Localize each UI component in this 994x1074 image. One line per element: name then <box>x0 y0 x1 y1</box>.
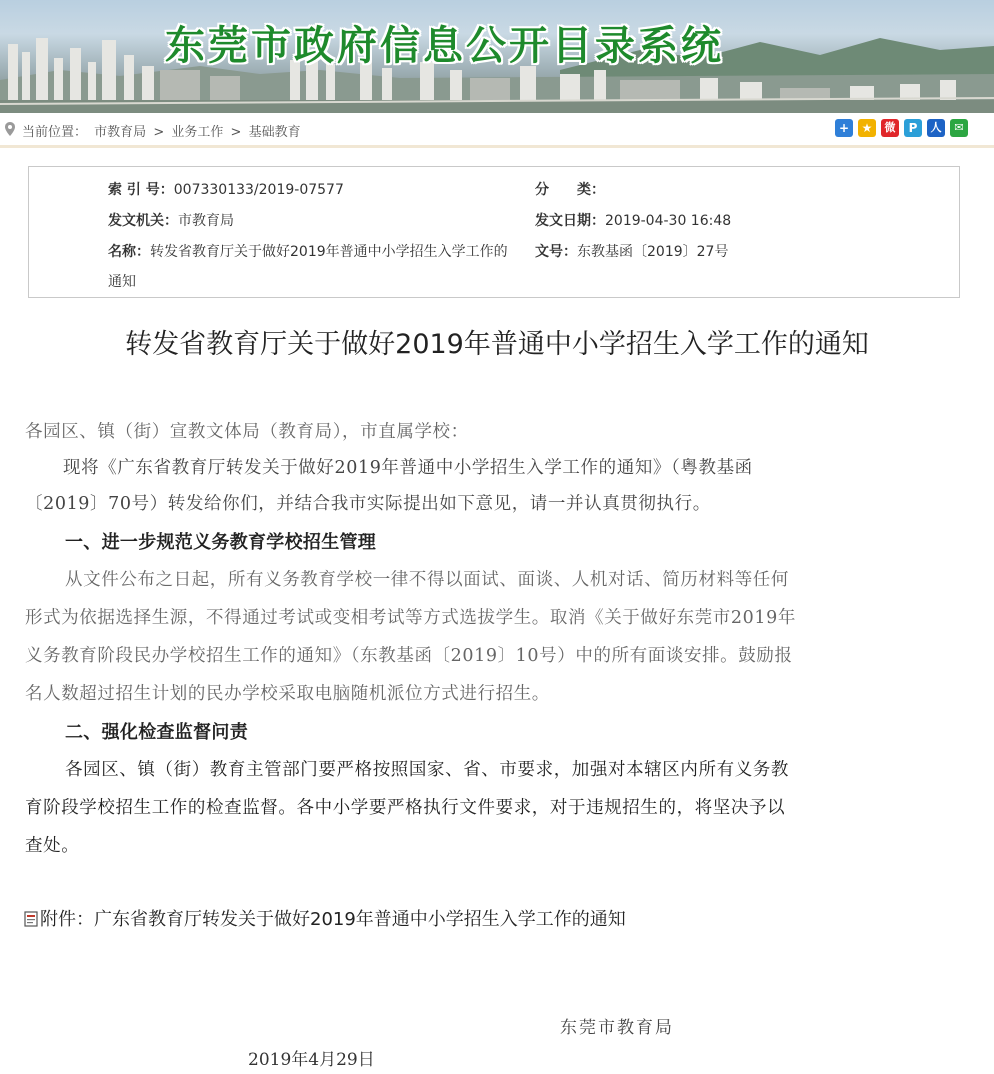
breadcrumb-link-bureau[interactable]: 市教育局 <box>94 125 147 140</box>
attachment-link[interactable] <box>24 905 626 931</box>
breadcrumb-link-basic-education[interactable]: 基础教育 <box>248 125 301 140</box>
site-title: 东莞市政府信息公开目录系统 <box>165 23 724 69</box>
intro-line-2: 〔2019〕70号）转发给你们，并结合我市实际提出如下意见，请一并认真贯彻执行。 <box>25 494 711 514</box>
pdf-file-icon <box>24 911 38 927</box>
section-1-line-2: 形式为依据选择生源，不得通过考试或变相考试等方式选拔学生。取消《关于做好东莞市2019年 <box>25 608 796 628</box>
breadcrumb-link-business[interactable]: 业务工作 <box>171 125 224 140</box>
meta-category <box>535 179 605 199</box>
document-meta-box <box>28 166 960 298</box>
share-weibo-icon[interactable]: 微 <box>881 119 899 137</box>
share-tencent-icon[interactable]: P <box>904 119 922 137</box>
share-qzone-icon[interactable]: ★ <box>858 119 876 137</box>
location-pin-icon <box>5 122 15 136</box>
meta-issuer-label: 发文机关： <box>108 213 178 229</box>
meta-docno-value: 东教基函〔2019〕27号 <box>577 244 729 260</box>
meta-issuer <box>108 210 234 230</box>
meta-date-label: 发文日期： <box>535 213 605 229</box>
breadcrumb <box>22 121 304 140</box>
meta-issuer-value: 市教育局 <box>178 213 234 229</box>
meta-index-label: 索 引 号： <box>108 182 174 198</box>
section-1-line-1: 从文件公布之日起，所有义务教育学校一律不得以面试、面谈、人机对话、简历材料等任何 <box>65 570 789 590</box>
intro-line-1: 现将《广东省教育厅转发关于做好2019年普通中小学招生入学工作的通知》（粤教基函 <box>63 458 753 478</box>
attachment-title[interactable]: 广东省教育厅转发关于做好2019年普通中小学招生入学工作的通知 <box>94 909 626 930</box>
share-add-icon[interactable]: + <box>835 119 853 137</box>
meta-docno-label: 文号： <box>535 244 577 260</box>
breadcrumb-separator: > <box>153 125 165 140</box>
meta-date <box>535 210 731 230</box>
meta-name-cont: 通知 <box>108 274 136 290</box>
section-2-heading: 二、强化检查监督问责 <box>65 722 248 743</box>
meta-category-label: 分 类： <box>535 182 605 198</box>
section-1-heading: 一、进一步规范义务教育学校招生管理 <box>65 532 377 553</box>
meta-index-value: 007330133/2019-07577 <box>173 182 344 198</box>
share-toolbar <box>835 119 968 137</box>
section-2-line-2: 育阶段学校招生工作的检查监督。各中小学要严格执行文件要求，对于违规招生的，将坚决予以 <box>25 798 786 818</box>
section-2-line-1: 各园区、镇（街）教育主管部门要严格按照国家、省、市要求，加强对本辖区内所有义务教 <box>65 760 789 780</box>
attachment-label: 附件： <box>40 909 94 930</box>
breadcrumb-bar <box>0 113 994 148</box>
meta-name-label: 名称： <box>108 244 150 260</box>
signature-date: 2019年4月29日 <box>248 1050 375 1070</box>
share-wechat-icon[interactable]: ✉ <box>950 119 968 137</box>
section-2-line-3: 查处。 <box>25 836 80 856</box>
document-title: 转发省教育厅关于做好2019年普通中小学招生入学工作的通知 <box>125 329 869 360</box>
section-1-line-4: 名人数超过招生计划的民办学校采取电脑随机派位方式进行招生。 <box>25 684 550 704</box>
breadcrumb-prefix: 当前位置： <box>22 125 88 140</box>
meta-name-value: 转发省教育厅关于做好2019年普通中小学招生入学工作的 <box>150 244 508 260</box>
salutation: 各园区、镇（街）宣教文体局（教育局），市直属学校： <box>25 422 469 442</box>
meta-name <box>108 241 508 261</box>
share-renren-icon[interactable]: 人 <box>927 119 945 137</box>
meta-date-value: 2019-04-30 16:48 <box>605 213 732 229</box>
breadcrumb-separator: > <box>230 125 242 140</box>
meta-docno <box>535 241 728 261</box>
site-banner <box>0 0 994 113</box>
signature-issuer: 东莞市教育局 <box>560 1018 674 1038</box>
meta-index <box>108 179 344 199</box>
section-1-line-3: 义务教育阶段民办学校招生工作的通知》（东教基函〔2019〕10号）中的所有面谈安排。鼓励报 <box>25 646 793 666</box>
